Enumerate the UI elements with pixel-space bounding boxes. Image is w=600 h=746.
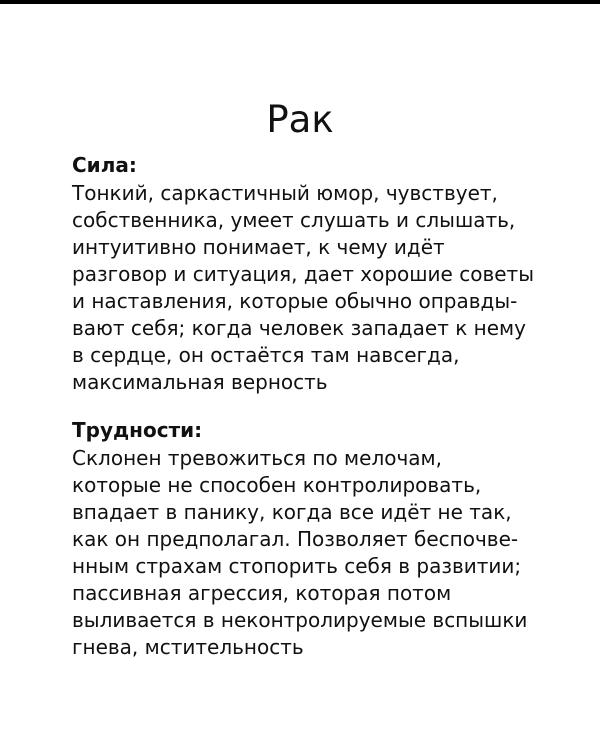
strengths-line: собственника, умеет слушать и слышать,	[72, 208, 516, 232]
difficulties-line: впадает в панику, когда все идёт не так,	[72, 500, 512, 524]
difficulties-heading: Трудности:	[72, 418, 203, 442]
difficulties-line: нным страхам стопорить себя в развитии;	[72, 554, 522, 578]
strengths-line: разговор и ситуация, дает хорошие советы	[72, 262, 534, 286]
difficulties-line: которые не способен контролировать,	[72, 473, 482, 497]
difficulties-line: как он предполагал. Позволяет беспочве-	[72, 527, 519, 551]
strengths-line: интуитивно понимает, к чему идёт	[72, 235, 445, 259]
difficulties-line: выливается в неконтролируемые вспышки	[72, 608, 528, 632]
difficulties-line: пассивная агрессия, которая потом	[72, 581, 452, 605]
strengths-line: вают себя; когда человек западает к нему	[72, 316, 526, 340]
strengths-line: и наставления, которые обычно оправды-	[72, 289, 518, 313]
strengths-line: максимальная верность	[72, 370, 328, 394]
difficulties-line: Склонен тревожиться по мелочам,	[72, 446, 442, 470]
strengths-line: в сердце, он остаётся там навсегда,	[72, 343, 460, 367]
strengths-heading: Сила:	[72, 153, 137, 177]
page-title: Рак	[266, 98, 334, 141]
strengths-line: Тонкий, саркастичный юмор, чувствует,	[72, 181, 498, 205]
page	[0, 4, 600, 746]
difficulties-line: гнева, мстительность	[72, 635, 304, 659]
